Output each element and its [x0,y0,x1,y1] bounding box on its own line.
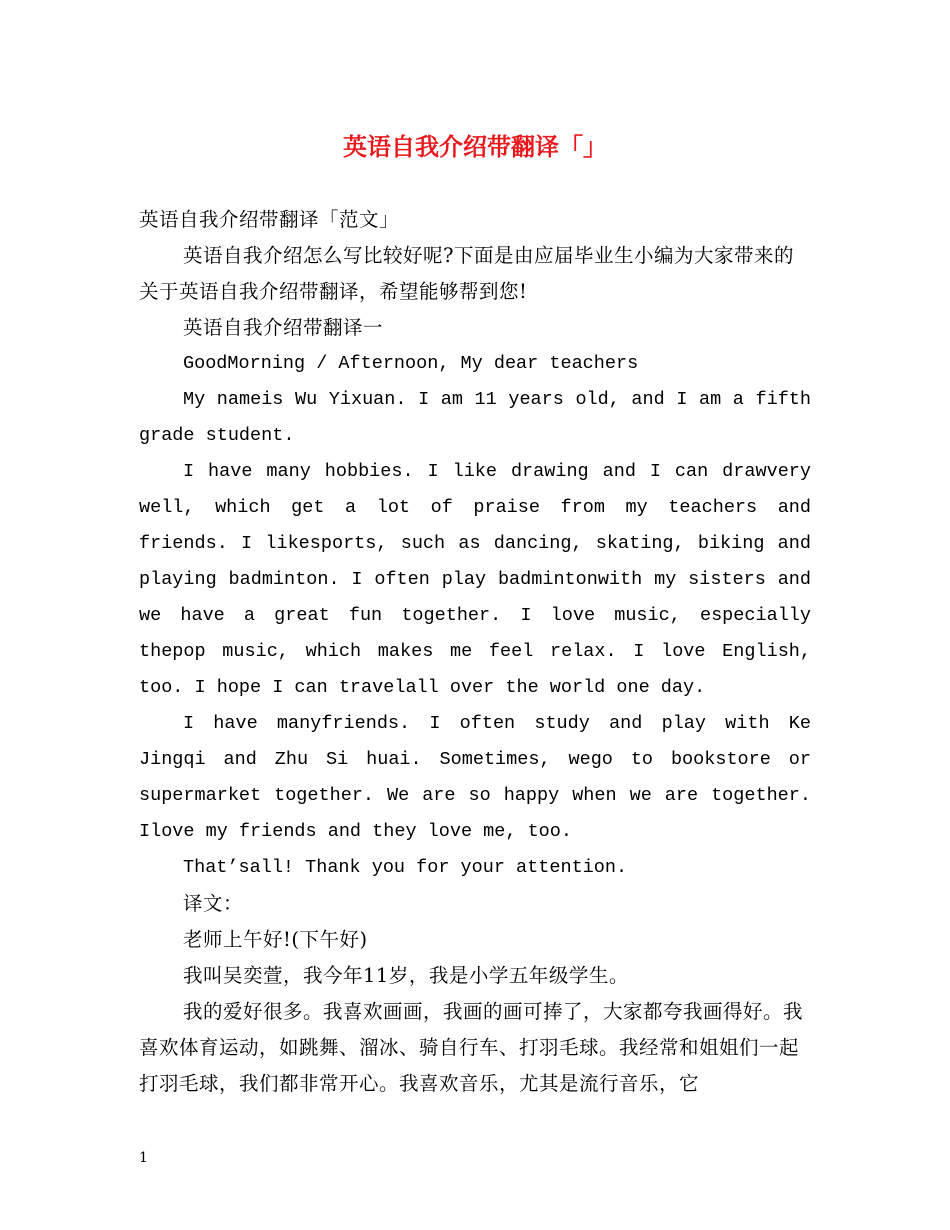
document-subtitle: 英语自我介绍带翻译「范文」 [139,208,400,231]
chinese-paragraph-2: 我的爱好很多。我喜欢画画，我画的画可捧了，大家都夸我画得好。我喜欢体育运动，如跳舞、溜冰、骑自行车、打羽毛球。我经常和姐姐们一起打羽毛球，我们都非常开心。我喜欢音乐，尤其是流行音乐，它 [139,1000,804,1095]
greeting-line: GoodMorning / Afternoon, My dear teachers [183,353,639,374]
section-heading: 英语自我介绍带翻译一 [183,316,384,339]
closing-line: That’sall! Thank you for your attention. [183,857,628,878]
page-number: 1 [139,1150,148,1166]
chinese-greeting: 老师上午好!(下午好) [183,928,368,951]
english-paragraph-2: I have many hobbies. I like drawing and I can drawvery well, which get a lot of praise from my teachers and friends. I likesports, such as dancing, skating, biking and playing badminton. I often play badmintonwith my sisters and we have a great fun together. I love music, especially thepop music, which makes me feel relax. I love English, too. I hope I can travelall over the world one day. [139,461,811,698]
english-paragraph-3: I have manyfriends. I often study and play with Ke Jingqi and Zhu Si huai. Sometimes, wego to bookstore or supermarket together. We are so happy when we are together. Ilove my friends and they love me, too. [139,713,811,842]
translation-label: 译文： [183,892,244,915]
chinese-paragraph-1: 我叫吴奕萱，我今年11岁，我是小学五年级学生。 [183,964,629,987]
intro-paragraph: 英语自我介绍怎么写比较好呢?下面是由应届毕业生小编为大家带来的关于英语自我介绍带翻译，希望能够帮到您! [139,244,794,303]
english-paragraph-1: My nameis Wu Yixuan. I am 11 years old, and I am a fifth grade student. [139,389,811,446]
document-body [139,202,811,1102]
document-title: 英语自我介绍带翻译「」 [343,133,607,161]
